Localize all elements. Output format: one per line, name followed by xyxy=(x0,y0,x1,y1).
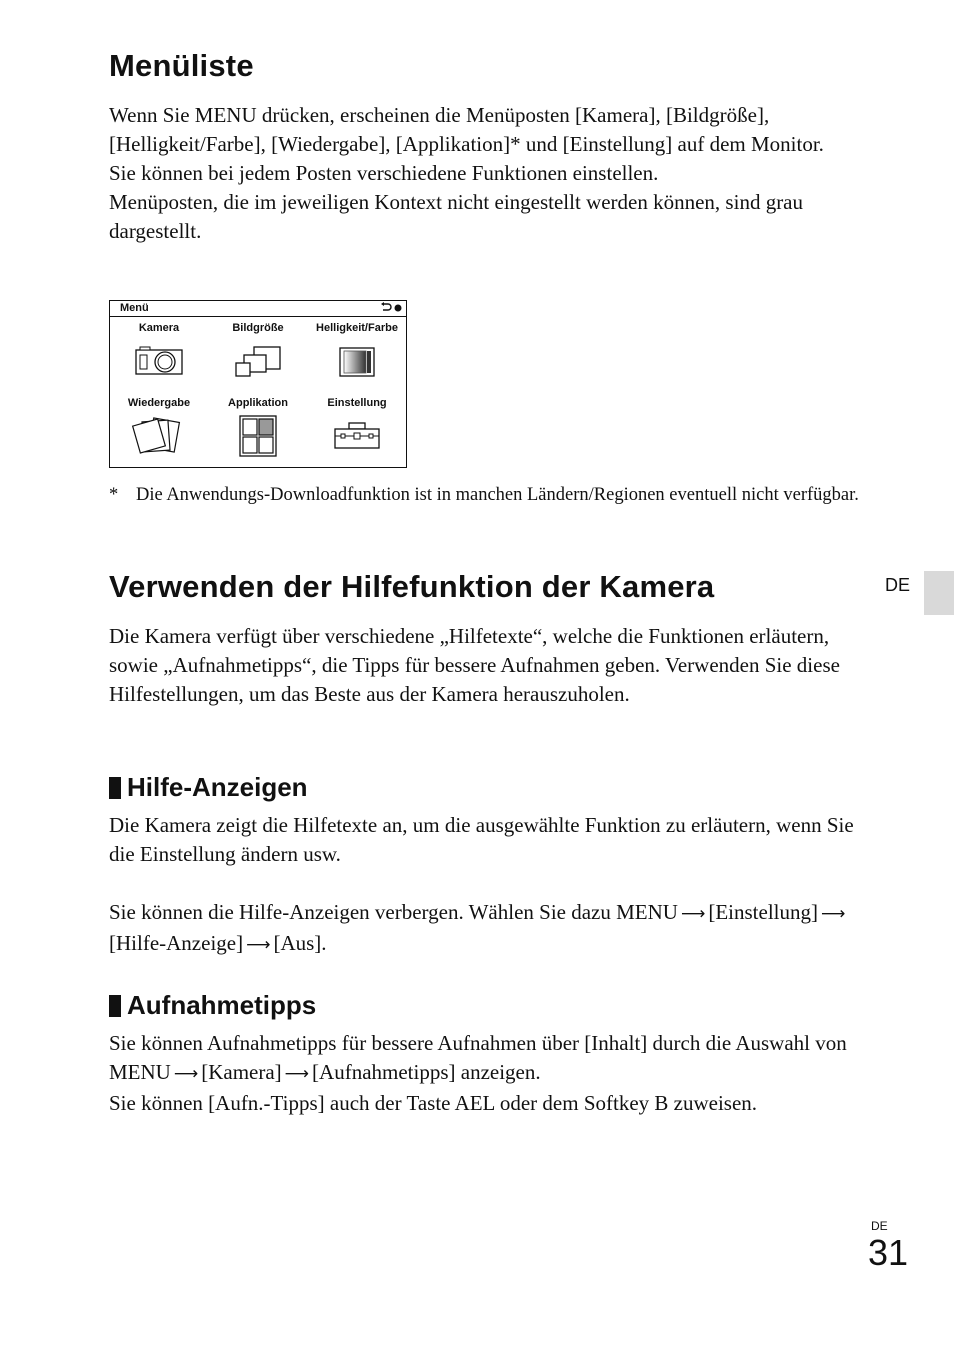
menu-item-wiedergabe[interactable] xyxy=(110,397,208,455)
arrow-right-icon: ⟶ xyxy=(284,1064,310,1084)
page-number: 31 xyxy=(868,1232,909,1273)
menu-item-applikation[interactable] xyxy=(209,397,307,457)
menu-item-einstellung[interactable] xyxy=(308,397,406,451)
square-bullet-icon xyxy=(109,777,121,799)
footnote xyxy=(109,481,869,509)
paragraph xyxy=(109,898,869,960)
menu-header xyxy=(110,301,406,317)
subsection-title-text: Hilfe-Anzeigen xyxy=(127,772,308,802)
subsection1-body xyxy=(109,811,869,960)
side-language-label: DE xyxy=(885,575,911,595)
paragraph: Sie können [Aufn.-Tipps] auch der Taste AEL oder dem Softkey B zuweisen. xyxy=(109,1091,758,1115)
paragraph: Sie können bei jedem Posten verschiedene Funktionen einstellen. xyxy=(109,161,659,185)
section2-body xyxy=(109,622,869,709)
text-run: [Aus]. xyxy=(273,931,327,955)
section-title-menuliste: Menüliste xyxy=(109,48,254,83)
subsection-title-aufnahmetipps xyxy=(109,990,316,1021)
menu-item-label: Applikation xyxy=(228,397,288,409)
paragraph: Wenn Sie MENU drücken, erscheinen die Menüposten [Kamera], [Bildgröße], [Helligkeit/Farbe], [Wiedergabe], [Applikation]* und [Einstellung] auf dem Monitor. xyxy=(109,103,824,156)
menu-item-bildgroesse[interactable] xyxy=(209,322,307,378)
arrow-right-icon: ⟶ xyxy=(246,935,271,955)
image-size-icon xyxy=(233,346,283,378)
square-bullet-icon xyxy=(109,995,121,1017)
menu-title: Menü xyxy=(120,302,149,314)
arrow-right-icon: ⟶ xyxy=(821,904,846,924)
menu-item-label: Bildgröße xyxy=(232,322,284,334)
section1-body xyxy=(109,101,869,246)
side-tab-marker xyxy=(924,571,954,615)
subsection-title-hilfe-anzeigen xyxy=(109,772,308,803)
menu-screen-illustration xyxy=(109,300,407,468)
paragraph: Die Kamera verfügt über verschiedene „Hilfetexte“, welche die Funktionen erläutern, sowie „Aufnahmetipps“, die Tipps für bessere Aufnahmen geben. Verwenden Sie diese Hilfestellungen, um das Beste aus der Kamera herauszuholen. xyxy=(109,624,840,706)
menu-item-label: Helligkeit/Farbe xyxy=(316,322,398,334)
arrow-right-icon: ⟶ xyxy=(173,1064,199,1084)
footnote-marker: * xyxy=(109,485,119,505)
text-run: [Kamera] xyxy=(201,1060,282,1084)
playback-icon xyxy=(131,415,187,455)
menu-item-label: Wiedergabe xyxy=(127,397,191,409)
menu-header-icons xyxy=(380,302,402,313)
text-run: [Hilfe-Anzeige] xyxy=(109,931,244,955)
section-title-hilfefunktion: Verwenden der Hilfefunktion der Kamera xyxy=(109,569,715,604)
footnote-text: Die Anwendungs-Downloadfunktion ist in manchen Ländern/Regionen eventuell nicht verfügbar. xyxy=(136,485,859,505)
text-run: [Einstellung] xyxy=(708,900,818,924)
menu-item-kamera[interactable] xyxy=(110,322,208,376)
brightness-color-icon xyxy=(337,346,377,378)
back-icon xyxy=(380,302,392,313)
dot-icon xyxy=(394,304,402,312)
subsection-title-text: Aufnahmetipps xyxy=(127,990,317,1020)
subsection2-body xyxy=(109,1029,869,1118)
text-run: [Aufnahmetipps] anzeigen. xyxy=(312,1060,541,1084)
menu-item-label: Einstellung xyxy=(327,397,387,409)
arrow-right-icon: ⟶ xyxy=(680,904,706,924)
menu-item-helligkeit-farbe[interactable] xyxy=(308,322,406,378)
paragraph xyxy=(109,1029,869,1089)
paragraph: Menüposten, die im jeweiligen Kontext nicht eingestellt werden können, sind grau dargestellt. xyxy=(109,190,804,243)
text-run: Sie können die Hilfe-Anzeigen verbergen. Wählen Sie dazu MENU xyxy=(109,900,678,924)
application-icon xyxy=(238,415,278,457)
menu-item-label: Kamera xyxy=(138,322,180,334)
setup-toolbox-icon xyxy=(332,421,382,451)
text-run: Sie können Aufnahmetipps für bessere Aufnahmen über [Inhalt] durch die Auswahl von MENU xyxy=(109,1031,847,1084)
page-language-label: DE xyxy=(871,1219,888,1233)
camera-icon xyxy=(134,346,184,376)
paragraph: Die Kamera zeigt die Hilfetexte an, um die ausgewählte Funktion zu erläutern, wenn Sie die Einstellung ändern usw. xyxy=(109,813,854,866)
